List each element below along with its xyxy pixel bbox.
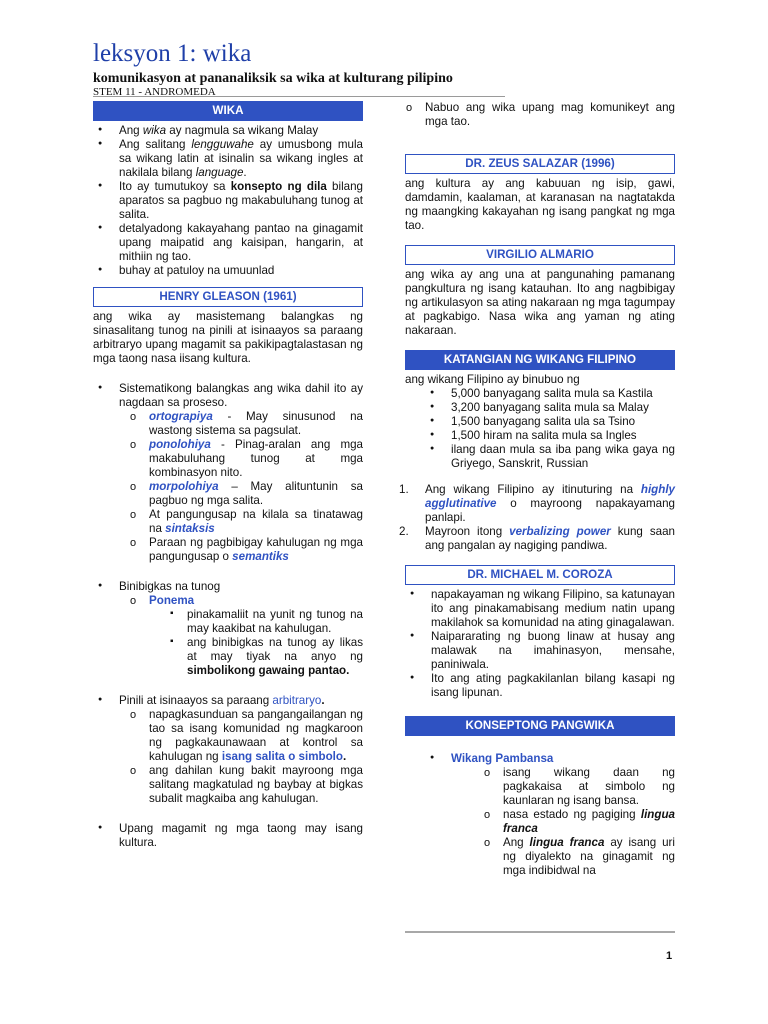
katangian-list [425,387,675,471]
list-item: ● Naipararating ng buong linaw at husay ang malawak na imahinasyon, mensahe, paniniwala. [405,630,675,672]
binibigkas-list [93,580,363,678]
sublist [93,594,363,678]
section-heading-gleason: HENRY GLEASON (1961) [93,287,363,307]
upang-list [93,822,363,850]
sublist-item: o ponolohiya - Pinag-aralan ang mga makabuluhang tunog at mga kombinasyon nito. [129,438,363,480]
konsepto-list [425,752,675,878]
list-item: ● napakayaman ng wikang Filipino, sa katunayan ito ang pinakamabisang medium natin upang makilahok sa komunidad na ating ginagalawan. [405,588,675,630]
list-item: ● Binibigkas na tunog o Ponema ▪ pinakamaliit na yunit ng tunog na may kaakibat na kahulugan. ▪ ang binibigkas na tunog ay likas at may tiyak na anyo ng simbolikong gawaing pantao. [93,580,363,678]
sub-sublist-item: ▪ ang binibigkas na tunog ay likas at may tiyak na anyo ng simbolikong gawaing pantao. [169,636,363,678]
sublist-item: o ang dahilan kung bakit mayroong mga salitang magkatulad ng baybay at bigkas subalit magkaiba ang kahulugan. [129,764,363,806]
left-column [93,101,363,850]
page-subtitle: komunikasyon at pananaliksik sa wika at kulturang pilipino [93,71,453,86]
sublist [447,766,675,878]
list-item: ● Ito ang ating pagkakilanlan bilang kasapi ng isang lipunan. [405,672,675,700]
section-heading-wika: WIKA [93,101,363,121]
salazar-definition: ang kultura ay ang kabuuan ng isip, gawi, damdamin, kaalaman, at karanasan na nagtatakda ng maangking kakayahan ng isang pangkat ng mga tao. [405,177,675,232]
sublist-item: o morpolohiya – May alituntunin sa pagbuo ng mga salita. [129,480,363,508]
katangian-intro: ang wikang Filipino ay binubuo ng [405,373,580,386]
sublist-item: o At pangungusap na kilala sa tinatawag na sintaksis [129,508,363,536]
sublist-item: o nasa estado ng pagiging lingua franca [483,808,675,836]
sub-sublist [149,608,363,678]
katangian-numbered-list [399,483,675,553]
sublist-item: o ortograpiya - May sinusunod na wastong sistema sa pagsulat. [129,410,363,438]
coroza-list [405,588,675,700]
numbered-item: 1. Ang wikang Filipino ay itinuturing na highly agglutinative o mayroong napakayamang panlapi. [399,483,675,524]
pinili-list [93,694,363,806]
list-item: ● Ang wika ay nagmula sa wikang Malay [93,124,363,138]
list-item: ● Ang salitang lengguwahe ay umusbong mula sa wikang latin at isinalin sa wikang ingles at nakilala bilang language. [93,138,363,180]
page-title: leksyon 1: wika [93,40,252,67]
sublist-item: o Ang lingua franca ay isang uri ng diyalekto na ginagamit ng mga indibidwal na [483,836,675,878]
list-item: ● buhay at patuloy na umuunlad [93,264,363,278]
list-item: ● detalyadong kakayahang pantao na ginagamit upang maipatid ang kaisipan, hangarin, at mithiin ng tao. [93,222,363,264]
list-item: ● Wikang Pambansa o isang wikang daan ng pagkakaisa at simbolo ng kaunlaran ng isang bansa. o nasa estado ng pagiging lingua franca o Ang lingua franca ay isang uri ng diyalekto na ginagamit ng mga indibidwal na [425,752,675,878]
section-heading-konsepto: KONSEPTONG PANGWIKA [405,716,675,736]
section-heading-katangian: KATANGIAN NG WIKANG FILIPINO [405,350,675,370]
footer-divider [405,931,675,933]
sublist [93,708,363,806]
sistematiko-list [93,382,363,564]
section-label: STEM 11 - ANDROMEDA [93,86,216,98]
list-item: ● Upang magamit ng mga taong may isang kultura. [93,822,363,850]
numbered-item: 2. Mayroon itong verbalizing power kung saan ang pangalan ay nagiging pandiwa. [399,525,675,552]
sublist-item: o isang wikang daan ng pagkakaisa at simbolo ng kaunlaran ng isang bansa. [483,766,675,808]
wika-list [93,124,363,278]
section-heading-coroza: DR. MICHAEL M. COROZA [405,565,675,585]
list-item: ● Ito ay tumutukoy sa konsepto ng dila bilang aparatos sa pagbuo ng makabuluhang tunog at salita. [93,180,363,222]
list-item: ● Sistematikong balangkas ang wika dahil ito ay nagdaan sa proseso. o ortograpiya - May sinusunod na wastong sistema sa pagsulat. o ponolohiya - Pinag-aralan ang mga makabuluhang tunog at mga kombinasyon nito. o morpolohiya – May alituntunin sa pagbuo ng mga salita. o At pangungusap na kilala sa tinatawag na sintaksis o Paraan ng pagbibigay kahulugan ng mga pangungusap o semantiks [93,382,363,564]
sublist-item: o Ponema ▪ pinakamaliit na yunit ng tunog na may kaakibat na kahulugan. ▪ ang binibigkas na tunog ay likas at may tiyak na anyo ng simbolikong gawaing pantao. [129,594,363,678]
sublist-item: o Paraan ng pagbibigay kahulugan ng mga pangungusap o semantiks [129,536,363,564]
list-item: ● Pinili at isinaayos sa paraang arbitraryo. o napagkasunduan sa pangangailangan ng tao sa isang komunidad ng magkaroon ng pagkakaunawaan at kontrol sa kahulugan ng isang salita o simbolo. o ang dahilan kung bakit mayroong mga salitang magkatulad ng baybay at bigkas subalit magkaiba ang kahulugan. [93,694,363,806]
right-column [399,101,675,878]
continued-sublist [369,101,675,129]
almario-definition: ang wika ay ang una at pangunahing pamanang pangkultura ng isang katauhan. Ito ang nagbibigay ng artikulasyon sa ating nakaraan ng mga tagumpay at pagkabigo. Nasa wika ang yaman ng ating nakaraan. [405,268,675,337]
list-item: ● 3,200 banyagang salita mula sa Malay [425,401,675,415]
sublist [93,410,363,564]
header-divider [93,96,505,97]
section-heading-almario: VIRGILIO ALMARIO [405,245,675,265]
sublist-item: o napagkasunduan sa pangangailangan ng tao sa isang komunidad ng magkaroon ng pagkakaunawaan at kontrol sa kahulugan ng isang salita o simbolo. [129,708,363,764]
list-item: ● ilang daan mula sa iba pang wika gaya ng Griyego, Sanskrit, Russian [425,443,675,471]
list-item: ● 1,500 banyagang salita ula sa Tsino [425,415,675,429]
list-item: ● 1,500 hiram na salita mula sa Ingles [425,429,675,443]
page-number: 1 [666,950,673,962]
gleason-definition: ang wika ay masistemang balangkas ng sinasalitang tunog na pinili at isinaayos sa paraang arbitraryo upang magamit sa pakikipagtalastasan ng mga taong nasa iisang kultura. [93,310,363,365]
sublist-item: o Nabuo ang wika upang mag komunikeyt ang mga tao. [405,101,675,129]
list-item: ● 5,000 banyagang salita mula sa Kastila [425,387,675,401]
section-heading-salazar: DR. ZEUS SALAZAR (1996) [405,154,675,174]
sub-sublist-item: ▪ pinakamaliit na yunit ng tunog na may kaakibat na kahulugan. [169,608,363,636]
